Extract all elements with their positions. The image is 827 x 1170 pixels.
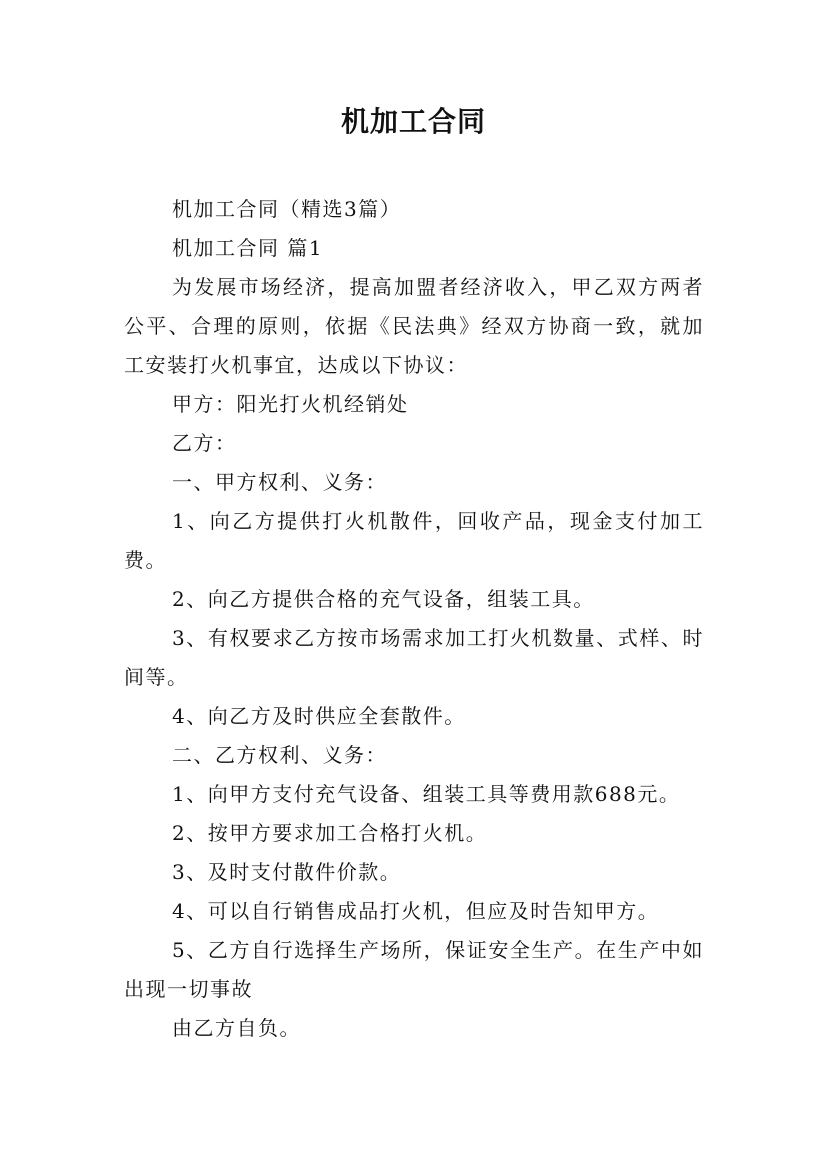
intro-paragraph: 为发展市场经济，提高加盟者经济收入，甲乙双方两者公平、合理的原则，依据《民法典》经双方协商一致，就加工安装打火机事宜，达成以下协议：: [124, 275, 704, 377]
document-title: 机加工合同: [340, 105, 486, 138]
party-a-line: 甲方：阳光打火机经销处: [172, 392, 409, 416]
party-a-clause-3: 3、有权要求乙方按市场需求加工打火机数量、式样、时间等。: [124, 626, 704, 689]
party-b-rights-heading: 二、乙方权利、义务：: [172, 743, 387, 767]
party-b-line: 乙方：: [172, 431, 237, 455]
document-body: [124, 190, 704, 1048]
party-b-clause-2: 2、按甲方要求加工合格打火机。: [172, 821, 488, 845]
party-a-rights-heading: 一、甲方权利、义务：: [172, 470, 387, 494]
party-a-clause-2: 2、向乙方提供合格的充气设备，组装工具。: [172, 587, 595, 611]
party-a-clause-1: 1、向乙方提供打火机散件，回收产品，现金支付加工费。: [124, 509, 704, 572]
party-b-clause-3: 3、及时支付散件价款。: [172, 860, 402, 884]
party-b-clause-5: 5、乙方自行选择生产场所，保证安全生产。在生产中如出现一切事故: [124, 938, 704, 1001]
party-a-clause-4: 4、向乙方及时供应全套散件。: [172, 704, 466, 728]
subtitle-line: 机加工合同（精选3篇）: [172, 197, 402, 221]
party-b-clause-1: 1、向甲方支付充气设备、组装工具等费用款688元。: [172, 782, 681, 806]
party-b-clause-4: 4、可以自行销售成品打火机，但应及时告知甲方。: [172, 899, 660, 923]
party-b-clause-5-continued: 由乙方自负。: [172, 1016, 301, 1040]
section-heading: 机加工合同 篇1: [172, 236, 324, 260]
